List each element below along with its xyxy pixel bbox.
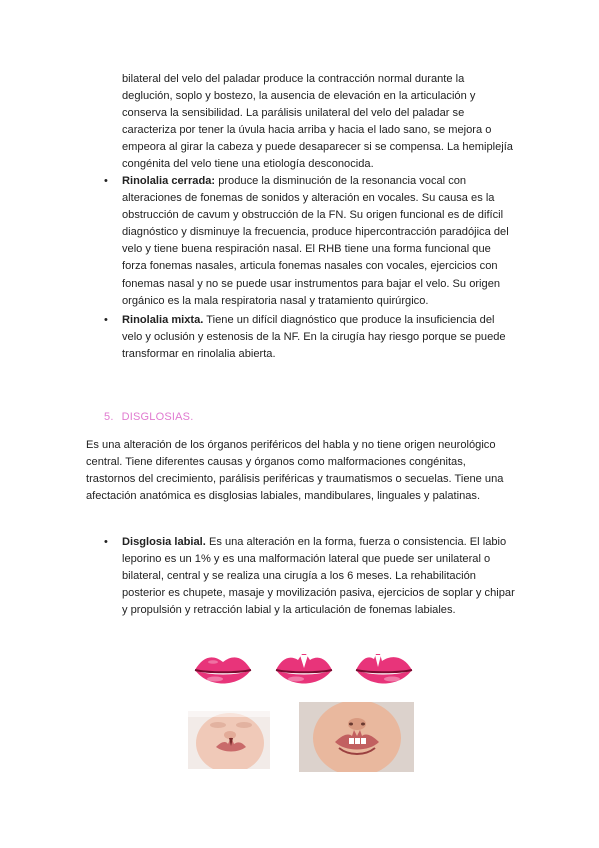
section-paragraph: Es una alteración de los órganos periféricos del habla y no tiene origen neurológico central. Tiene diferentes causas y órganos como malformaciones congénitas, trastornos del crecimiento, parálisis periféricas y traumatismos o secuelas. Tiene una afectación anatómica es disglosias labiales, mandibulares, linguales y palatinas. xyxy=(86,439,504,503)
section-title: DISGLOSIAS. xyxy=(121,411,194,423)
bullet-icon: • xyxy=(104,175,108,187)
list-item xyxy=(86,173,516,310)
list-item xyxy=(86,312,516,363)
bullet-icon: • xyxy=(104,313,108,326)
bullet-term: Rinolalia mixta. xyxy=(122,313,204,326)
bullet-text: produce la disminución de la resonancia vocal con alteraciones de fonemas de sonidos y alteración en vocales. Su causa es la obstrucción de cavum y obstrucción de la FN. Su origen funcional es de difícil diagnóstico y disminuye la frecuencia, produce hipercontracción paradójica del velo y tiene buena respiración nasal. El RHB tiene una forma funcional que forza fonemas nasales, articula fonemas nasales con vocales, ejercicios con fonemas nasal y no se puede usar instrumentos para bajar el velo. Su origen orgánico es la mala respiratoria nasal y tratamiento quirúrgico. xyxy=(122,175,509,307)
section-number: 5. xyxy=(104,411,114,423)
bullet-icon: • xyxy=(104,536,108,548)
list-item xyxy=(86,534,516,619)
intro-paragraph: bilateral del velo del paladar produce la contracción normal durante la deglución, soplo y bostezo, la ausencia de elevación en la articulación y conserva la sensibilidad. La parálisis unilateral del velo del paladar se caracteriza por tener la úvula hacia arriba y hacia el lado sano, se mejora o empeora al girar la cabeza y puede desaparecer si se compensa. La hemiplejía congénita del velo tiene una etiología desconocida. xyxy=(122,73,513,171)
bullet-text: Tiene un difícil diagnóstico que produce la insuficiencia del velo y oclusión y estenosis de la NF. En la cirugía hay riesgo porque se puede transformar en rinolalia abierta. xyxy=(122,313,506,360)
cleft-lip-unilateral-illustration xyxy=(354,650,414,692)
cleft-lip-central-illustration xyxy=(274,650,334,692)
infant-cleft-lip-photo xyxy=(188,711,270,769)
bullet-text: Es una alteración en la forma, fuerza o consistencia. El labio leporino es un 1% y es una malformación lateral que puede ser unilateral o bilateral, central y se realiza una cirugía a los 6 meses. La rehabilitación posterior es chupete, masaje y movilización pasiva, ejercicios de soplar y chipar y propulsión y retracción labial y la articulación de fonemas labiales. xyxy=(122,536,515,617)
child-bilateral-cleft-photo xyxy=(299,702,414,772)
section-heading xyxy=(104,411,193,423)
bullet-term: Disglosia labial. xyxy=(122,536,206,548)
rinolalia-bullet-list xyxy=(86,173,516,365)
bullet-term: Rinolalia cerrada: xyxy=(122,175,216,187)
disglosia-bullet-list xyxy=(86,534,516,619)
normal-lips-illustration xyxy=(193,650,253,692)
